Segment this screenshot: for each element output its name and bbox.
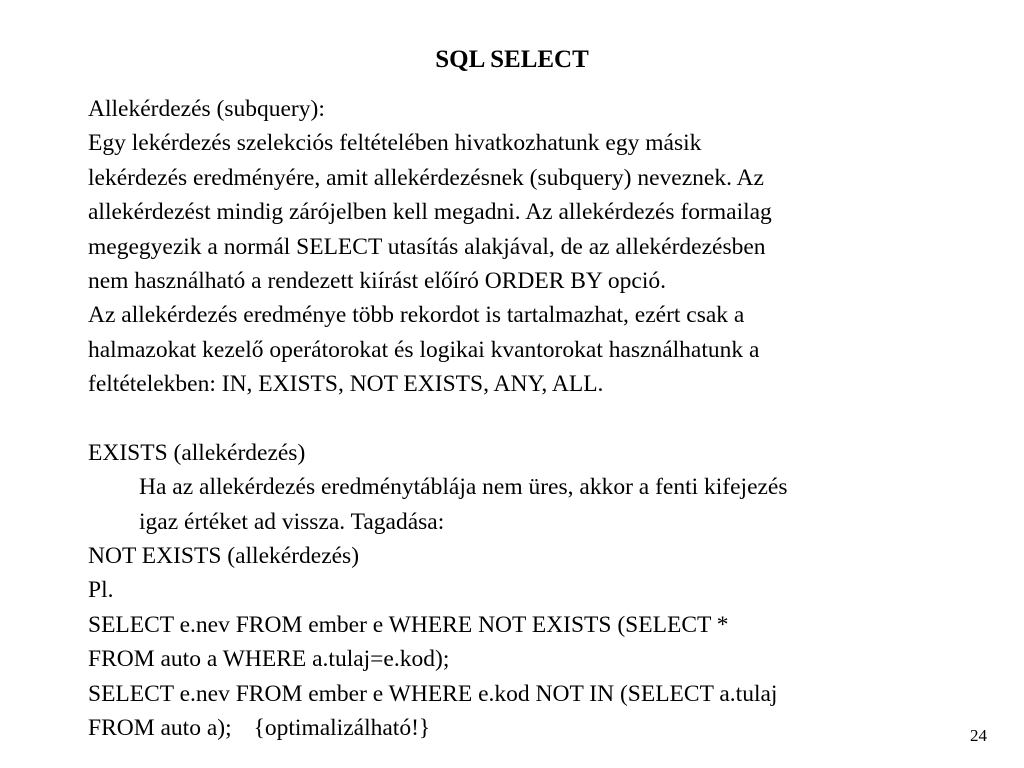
body-line: lekérdezés eredményére, amit allekérdezésnek (subquery) neveznek. Az	[88, 164, 764, 191]
body-line: megegyezik a normál SELECT utasítás alakjával, de az allekérdezésben	[88, 233, 766, 260]
body-line: Az allekérdezés eredménye több rekordot is tartalmazhat, ezért csak a	[88, 302, 745, 329]
body-line: feltételekben: IN, EXISTS, NOT EXISTS, ANY, ALL.	[88, 371, 604, 398]
body-line: Pl.	[88, 577, 114, 604]
body-line: halmazokat kezelő operátorokat és logikai kvantorokat használhatunk a	[88, 336, 760, 363]
body-line: NOT EXISTS (allekérdezés)	[88, 543, 360, 570]
code-line-with-note	[88, 711, 948, 745]
code-line: SELECT e.nev FROM ember e WHERE e.kod NOT IN (SELECT a.tulaj	[88, 680, 778, 707]
blank-line	[88, 402, 948, 436]
code-fragment: FROM auto a);	[88, 715, 232, 742]
page-number: 24	[970, 726, 987, 745]
optimization-note: {optimalizálható!}	[253, 715, 431, 742]
body-line-indented: igaz értéket ad vissza. Tagadása:	[139, 508, 445, 535]
body-line: Egy lekérdezés szelekciós feltételében hivatkozhatunk egy másik	[88, 130, 702, 157]
code-line: FROM auto a WHERE a.tulaj=e.kod);	[88, 646, 450, 673]
code-line: SELECT e.nev FROM ember e WHERE NOT EXISTS (SELECT *	[88, 611, 729, 638]
slide-title: SQL SELECT	[435, 46, 589, 73]
body-line: EXISTS (allekérdezés)	[88, 439, 306, 466]
body-line: nem használható a rendezett kiírást előíró ORDER BY opció.	[88, 267, 666, 294]
body-line: Allekérdezés (subquery):	[88, 96, 325, 122]
body-line-indented: Ha az allekérdezés eredménytáblája nem üres, akkor a fenti kifejezés	[139, 474, 788, 501]
body-line: allekérdezést mindig zárójelben kell megadni. Az allekérdezés formailag	[88, 199, 772, 226]
slide-body	[88, 92, 948, 745]
